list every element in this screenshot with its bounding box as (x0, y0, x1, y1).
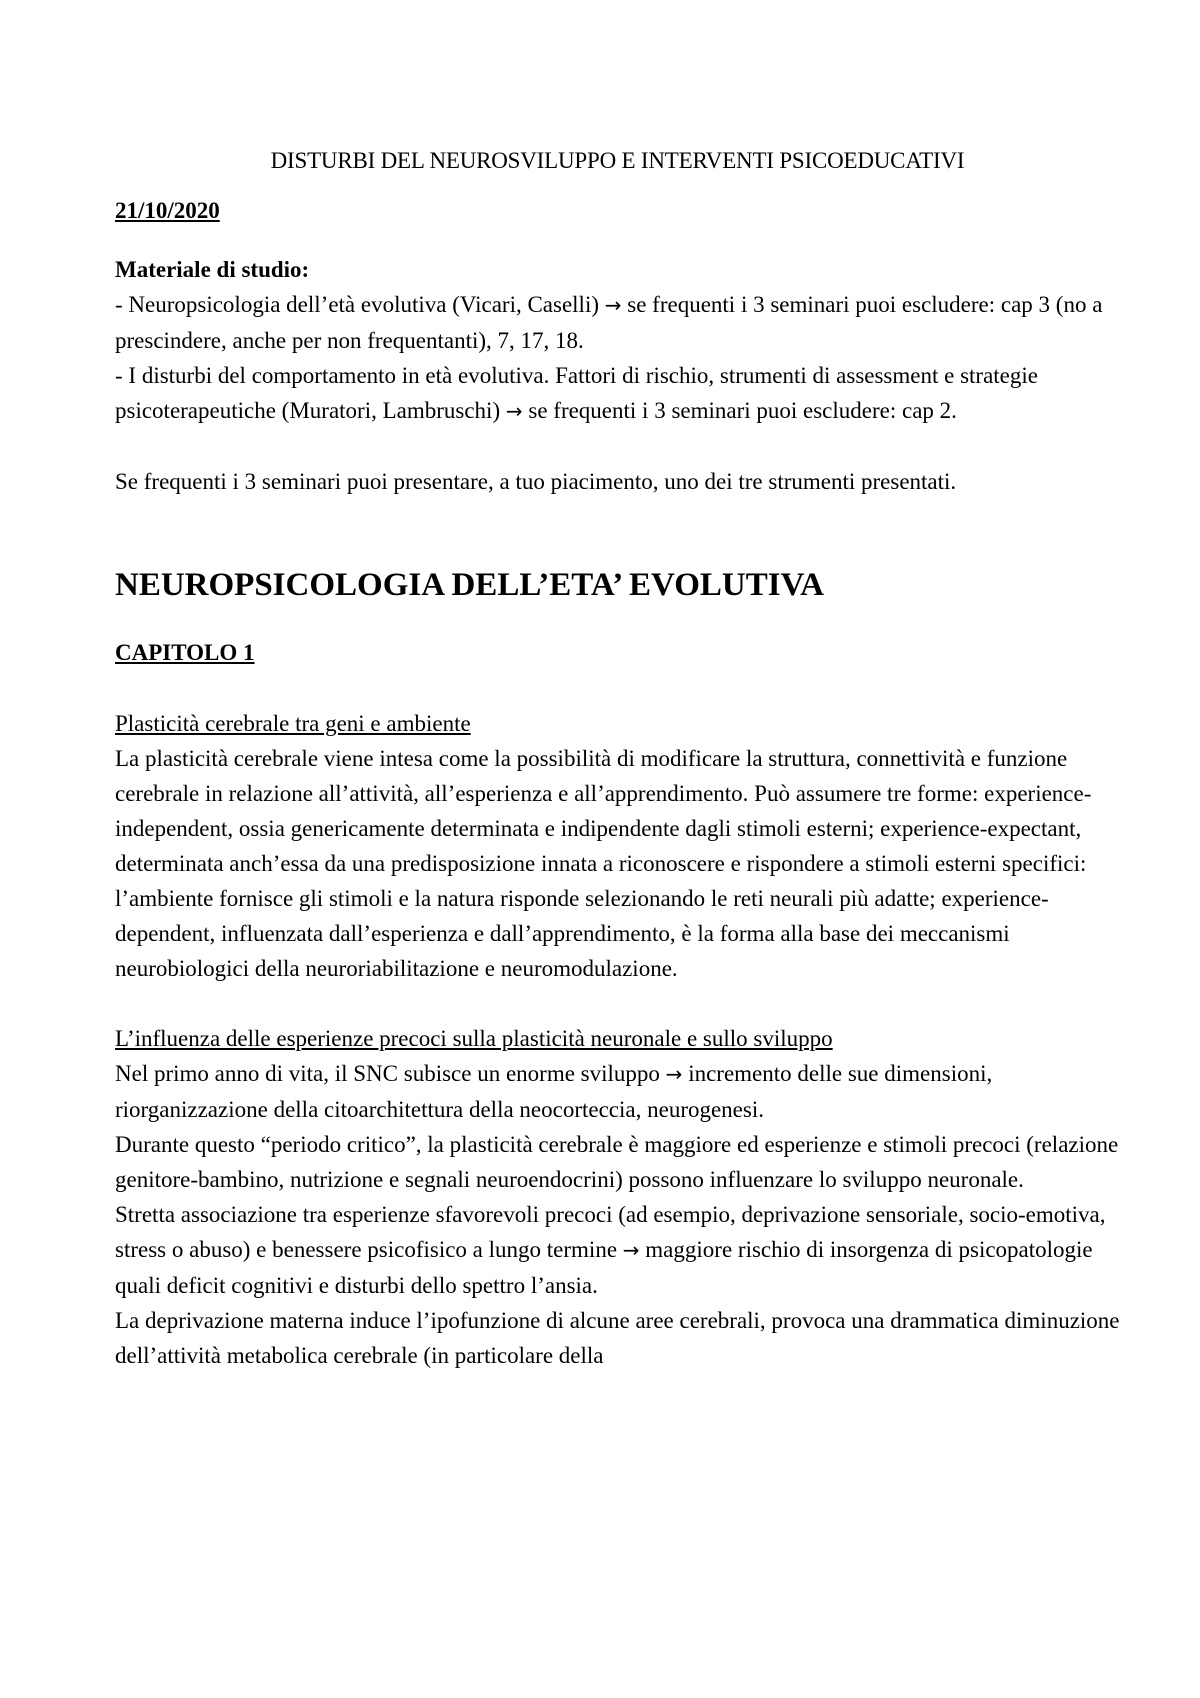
chapter-heading: CAPITOLO 1 (115, 640, 255, 665)
influenza-paragraph-1 (115, 1056, 1120, 1127)
plasticita-body: La plasticità cerebrale viene intesa come la possibilità di modificare la struttura, connettività e funzione cerebrale in relazione all’attività, all’esperienza e all’apprendimento. Può assumere tre forme: experience-independent, ossia genericamente determinata e indipendente dagli stimoli esterni; experience-expectant, determinata anch’essa da una predisposizione innata a riconoscere e rispondere a stimoli esterni specifici: l’ambiente fornisce gli stimoli e la natura risponde selezionando le reti neurali più adatte; experience-dependent, influenzata dall’esperienza e dall’apprendimento, è la forma alla base dei meccanismi neurobiologici della neuroriabilitazione e neuromodulazione. (115, 746, 1092, 981)
section-title: NEUROPSICOLOGIA DELL’ETA’ EVOLUTIVA (115, 567, 825, 603)
influenza-paragraph-1-end: incremento delle sue dimensioni, riorganizzazione della citoarchitettura della neocorteccia, neurogenesi. (115, 1061, 993, 1122)
influenza-heading: L’influenza delle esperienze precoci sulla plasticità neuronale e sullo sviluppo (115, 1026, 833, 1051)
study-material-item-1-note: se frequenti i 3 seminari puoi escludere: cap 3 (no a prescindere, anche per non frequentanti), 7, 17, 18. (115, 292, 1103, 353)
study-material-block (115, 252, 1120, 429)
plasticita-heading: Plasticità cerebrale tra geni e ambiente (115, 711, 471, 736)
document-date: 21/10/2020 (115, 198, 220, 223)
influenza-paragraph-2: Durante questo “periodo critico”, la plasticità cerebrale è maggiore ed esperienze e stimoli precoci (relazione genitore-bambino, nutrizione e segnali neuroendocrini) possono influenzare lo sviluppo neuronale. (115, 1132, 1119, 1192)
arrow-icon: → (604, 293, 622, 317)
influenza-paragraph-1-start: Nel primo anno di vita, il SNC subisce un enorme sviluppo (115, 1061, 660, 1086)
study-material-item-1-title: - Neuropsicologia dell’età evolutiva (Vicari, Caselli) (115, 292, 599, 317)
study-material-item-2 (115, 358, 1120, 429)
document-title: DISTURBI DEL NEUROSVILUPPO E INTERVENTI PSICOEDUCATIVI (270, 148, 965, 173)
seminari-note: Se frequenti i 3 seminari puoi presentare, a tuo piacimento, uno dei tre strumenti presentati. (115, 469, 957, 494)
influenza-paragraph-3 (115, 1197, 1120, 1303)
study-material-item-2-title: - I disturbi del comportamento in età evolutiva. Fattori di rischio, strumenti di assessment e strategie psicoterapeutiche (Muratori, Lambruschi) (115, 363, 1038, 423)
arrow-icon: → (622, 1238, 640, 1262)
plasticita-section (115, 706, 1120, 986)
influenza-paragraph-3-start: Stretta associazione tra esperienze sfavorevoli precoci (ad esempio, deprivazione sensoriale, socio-emotiva, stress o abuso) e benessere psicofisico a lungo termine (115, 1202, 1106, 1262)
influenza-paragraph-4: La deprivazione materna induce l’ipofunzione di alcune aree cerebrali, provoca una drammatica diminuzione dell’attività metabolica cerebrale (in particolare della (115, 1308, 1120, 1368)
study-material-heading: Materiale di studio: (115, 257, 310, 282)
influenza-section (115, 1021, 1120, 1373)
influenza-paragraph-3-end: maggiore rischio di insorgenza di psicopatologie quali deficit cognitivi e disturbi dello spettro l’ansia. (115, 1237, 1093, 1298)
study-material-item-1 (115, 287, 1120, 358)
study-material-item-2-note: se frequenti i 3 seminari puoi escludere: cap 2. (528, 398, 957, 423)
arrow-icon: → (665, 1062, 683, 1086)
arrow-icon: → (505, 399, 523, 423)
